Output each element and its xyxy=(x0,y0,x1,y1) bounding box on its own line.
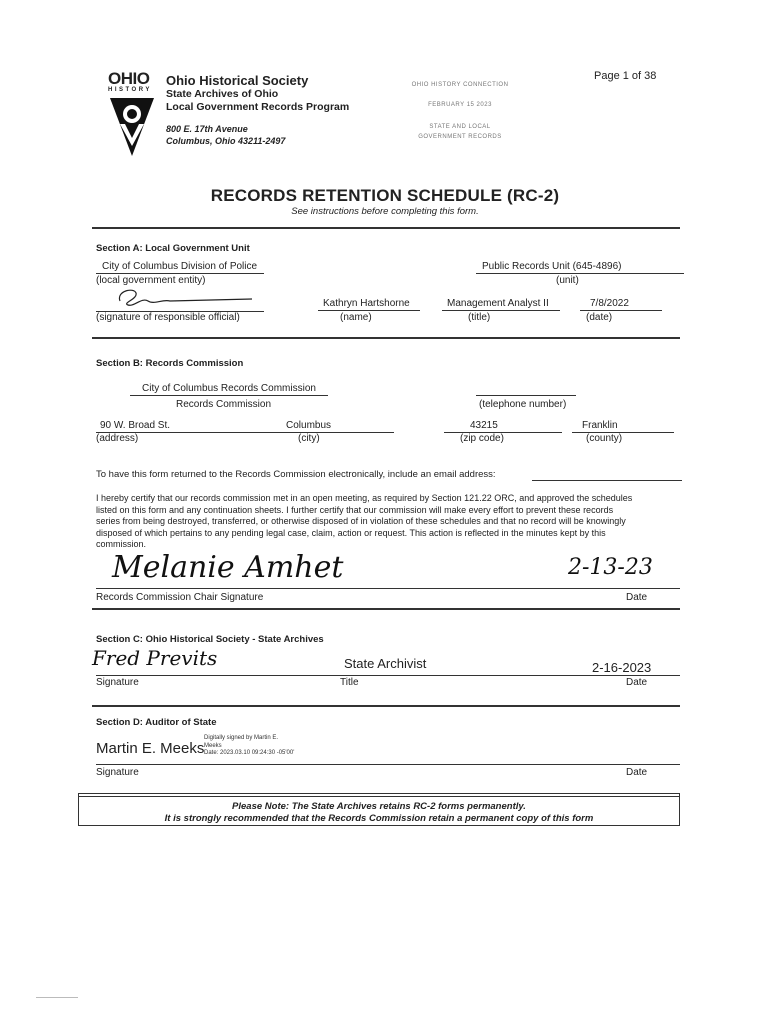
address-label: (address) xyxy=(96,433,139,444)
page-number: Page 1 of 38 xyxy=(594,70,657,82)
note-line-1: Please Note: The State Archives retains RC-2 forms permanently. xyxy=(232,801,526,812)
archivist-title-value: State Archivist xyxy=(344,656,427,671)
chair-signature-label: Records Commission Chair Signature xyxy=(96,592,264,603)
received-stamp-line-4: GOVERNMENT RECORDS xyxy=(418,134,502,140)
email-instruction: To have this form returned to the Records Commission electronically, include an email address: xyxy=(96,469,496,480)
city-label: (city) xyxy=(298,433,320,444)
commission-name: City of Columbus Records Commission xyxy=(142,383,316,394)
section-a-divider xyxy=(92,337,680,339)
name-line xyxy=(318,310,420,311)
entity-value: City of Columbus Division of Police xyxy=(102,261,258,272)
certify-line-2: listed on this form and any continuation sheets. I further certify that our commission will make every effort to prevent these records xyxy=(96,504,614,515)
address-line-2: Columbus, Ohio 43211-2497 xyxy=(166,136,286,146)
digital-signature-block xyxy=(204,735,294,758)
digital-sig-line-3: Date: 2023.03.10 09:24:30 -05'00' xyxy=(204,750,295,756)
certification-text xyxy=(96,493,696,551)
title-value: Management Analyst II xyxy=(447,298,549,309)
unit-value: Public Records Unit (645-4896) xyxy=(482,261,622,272)
entity-label: (local government entity) xyxy=(96,275,206,286)
commission-line xyxy=(130,395,328,396)
chair-signature: Melanie Amhet xyxy=(112,550,344,585)
date-line xyxy=(580,310,662,311)
archivist-date-label: Date xyxy=(626,677,648,688)
name-value: Kathryn Hartshorne xyxy=(323,298,410,309)
auditor-signature-label: Signature xyxy=(96,767,139,778)
unit-label: (unit) xyxy=(556,275,579,286)
received-stamp-line-3: STATE AND LOCAL xyxy=(429,124,491,130)
section-b-divider xyxy=(92,608,680,610)
section-b-heading: Section B: Records Commission xyxy=(96,358,244,369)
certify-line-5: commission. xyxy=(96,539,147,549)
digital-sig-line-2: Meeks xyxy=(204,742,222,749)
certify-line-1: I hereby certify that our records commission met in an open meeting, as required by Section 121.22 ORC, and approved the schedules xyxy=(96,493,633,503)
logo-subword: HISTORY xyxy=(108,87,152,93)
commission-label: Records Commission xyxy=(176,399,272,410)
auditor-signer-name: Martin E. Meeks xyxy=(96,740,205,757)
phone-line xyxy=(476,395,576,396)
signature-label: (signature of responsible official) xyxy=(96,312,240,323)
form-title: RECORDS RETENTION SCHEDULE (RC-2) xyxy=(210,186,560,205)
logo-word: OHIO xyxy=(108,69,150,88)
digital-sig-line-1: Digitally signed by Martin E. xyxy=(204,735,279,741)
section-a-heading: Section A: Local Government Unit xyxy=(96,243,250,254)
county-label: (county) xyxy=(586,433,623,444)
auditor-date-label: Date xyxy=(626,767,648,778)
official-signature-scribble xyxy=(112,283,262,313)
ohio-seal-icon xyxy=(108,96,156,158)
section-d-line xyxy=(96,764,680,765)
date-label: (date) xyxy=(586,312,613,323)
archives-name: State Archives of Ohio xyxy=(166,88,279,100)
form-subtitle: See instructions before completing this form. xyxy=(291,206,479,217)
section-c-line xyxy=(96,675,680,676)
archivist-signature-label: Signature xyxy=(96,677,139,688)
entity-line xyxy=(96,273,264,274)
title-line xyxy=(442,310,560,311)
chair-signature-date: 2-13-23 xyxy=(568,555,653,580)
scan-mark xyxy=(36,997,78,998)
zip-value: 43215 xyxy=(470,420,498,431)
zip-label: (zip code) xyxy=(460,433,504,444)
certify-line-4: disposed of which pertains to any pending legal case, claim, action or request. This action is reflected in the minutes kept by this xyxy=(96,527,606,538)
email-line[interactable] xyxy=(532,480,682,481)
received-stamp-line-2: FEBRUARY 15 2023 xyxy=(428,102,492,108)
certify-line-3: series from being destroyed, transferred, or otherwise disposed of in violation of these schedules and that no record will be knowingly xyxy=(96,516,626,526)
county-value: Franklin xyxy=(582,420,618,431)
city-line xyxy=(264,432,394,433)
archivist-signature: Fred Previts xyxy=(92,646,218,670)
section-c-heading: Section C: Ohio Historical Society - State Archives xyxy=(96,634,324,645)
title-label: (title) xyxy=(468,312,491,323)
address-value: 90 W. Broad St. xyxy=(100,420,171,431)
ohio-history-logo xyxy=(108,70,158,160)
phone-label: (telephone number) xyxy=(479,399,567,410)
org-name: Ohio Historical Society xyxy=(166,73,309,88)
section-c-divider xyxy=(92,705,680,707)
retention-note-box xyxy=(78,793,680,826)
name-label: (name) xyxy=(340,312,372,323)
archivist-title-label: Title xyxy=(340,677,359,688)
received-stamp-line-1: OHIO HISTORY CONNECTION xyxy=(411,82,509,88)
unit-line xyxy=(476,273,684,274)
date-value: 7/8/2022 xyxy=(590,298,629,309)
program-name: Local Government Records Program xyxy=(166,101,350,113)
chair-signature-line xyxy=(96,588,680,589)
city-value: Columbus xyxy=(286,420,332,431)
title-divider xyxy=(92,227,680,229)
note-line-2: It is strongly recommended that the Records Commission retain a permanent copy of this form xyxy=(164,813,594,824)
archivist-date-value: 2-16-2023 xyxy=(592,660,652,675)
section-d-heading: Section D: Auditor of State xyxy=(96,717,217,728)
chair-date-label: Date xyxy=(626,592,648,603)
address-line-1: 800 E. 17th Avenue xyxy=(166,124,248,134)
